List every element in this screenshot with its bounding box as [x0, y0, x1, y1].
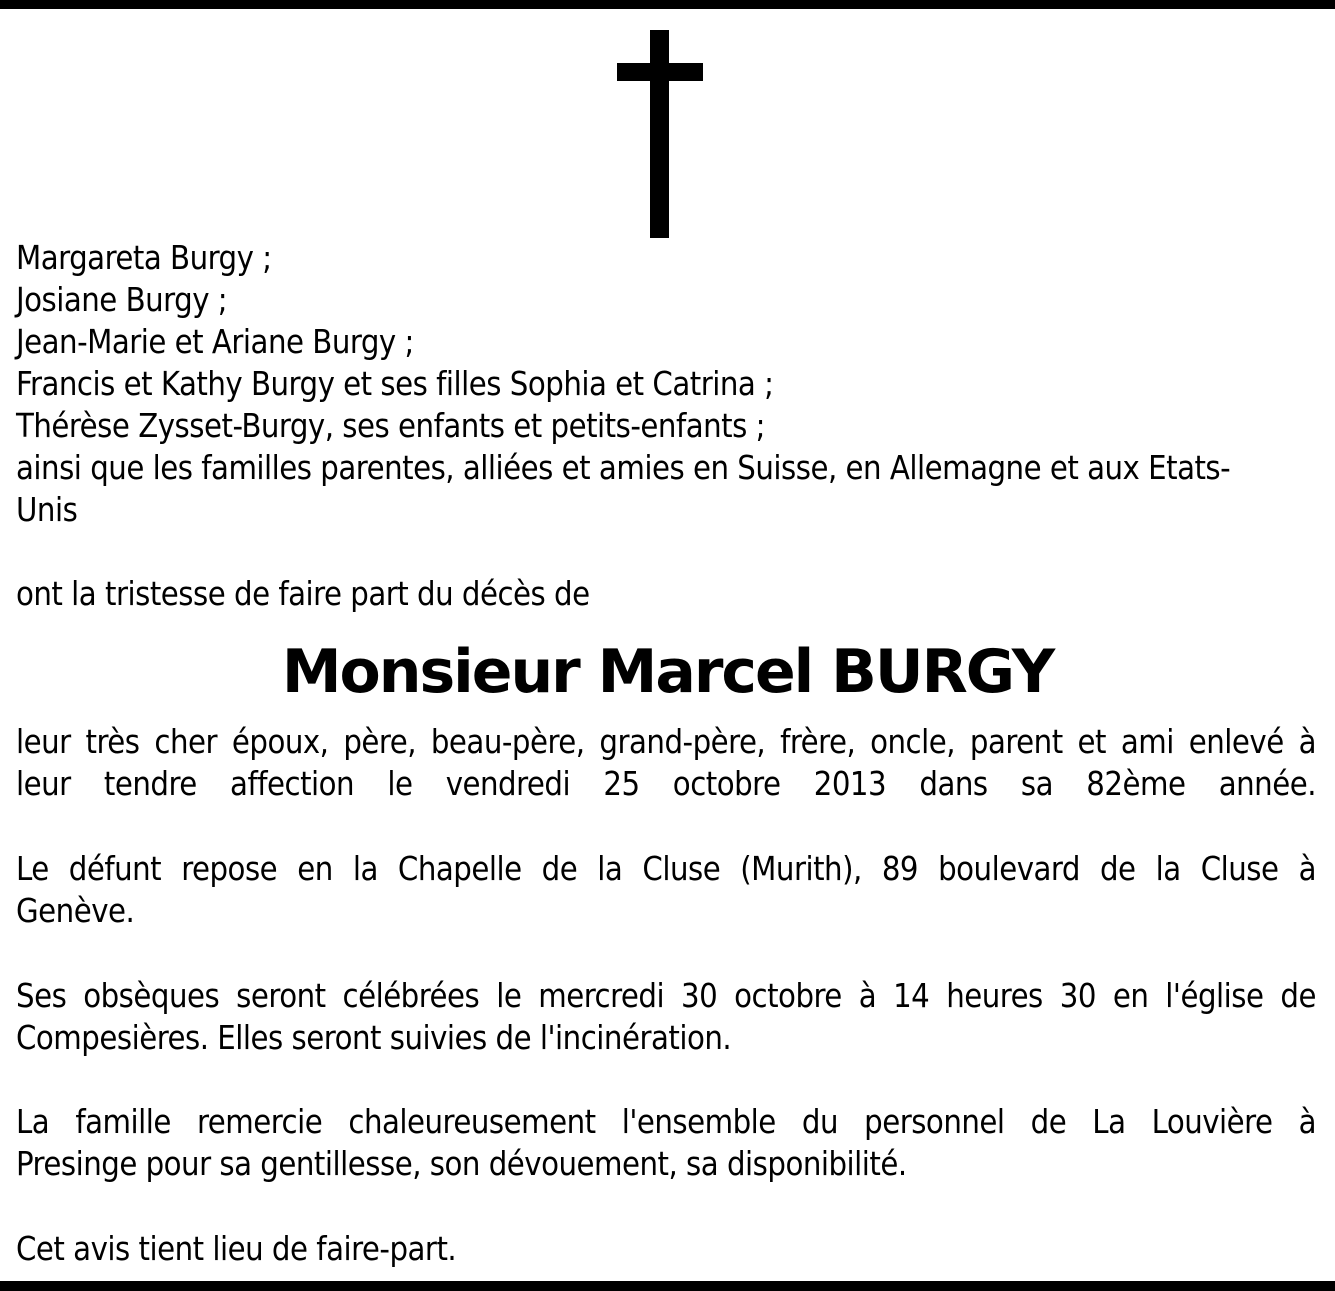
- paragraph-resting-place: [16, 848, 1316, 932]
- paragraph-line: Ses obsèques seront célébrées le mercredi 30 octobre à 14 heures 30 en l'église de: [16, 977, 1316, 1015]
- cross-vertical-bar: [650, 30, 669, 238]
- paragraph-line: Compesières. Elles seront suivies de l'incinération.: [16, 1019, 732, 1057]
- family-line: Margareta Burgy ;: [16, 239, 272, 277]
- family-line: ainsi que les familles parentes, alliées et amies en Suisse, en Allemagne et aux Etats-: [16, 449, 1231, 487]
- paragraph-line: Presinge pour sa gentillesse, son dévouement, sa disponibilité.: [16, 1145, 907, 1183]
- paragraph-death-notice: [16, 721, 1316, 805]
- announcement-intro: [16, 573, 1316, 615]
- paragraph-line: Le défunt repose en la Chapelle de la Cluse (Murith), 89 boulevard de la Cluse à: [16, 850, 1316, 888]
- cross-icon: [617, 30, 703, 238]
- paragraph-thanks: [16, 1101, 1316, 1185]
- top-border-rule: [0, 0, 1335, 9]
- cross-horizontal-bar: [617, 63, 703, 81]
- paragraph-line: Genève.: [16, 892, 135, 930]
- paragraph-line: leur très cher époux, père, beau-père, grand-père, frère, oncle, parent et ami enlevé à: [16, 723, 1316, 761]
- deceased-name: Monsieur Marcel BURGY: [281, 637, 1054, 707]
- family-line: Francis et Kathy Burgy et ses filles Sophia et Catrina ;: [16, 365, 774, 403]
- paragraph-line: Cet avis tient lieu de faire-part.: [16, 1230, 457, 1268]
- paragraph-line: La famille remercie chaleureusement l'ensemble du personnel de La Louvière à: [16, 1103, 1316, 1141]
- paragraph-closing: [16, 1228, 1316, 1270]
- paragraph-funeral: [16, 975, 1316, 1059]
- family-line: Unis: [16, 491, 78, 529]
- paragraph-line: leur tendre affection le vendredi 25 octobre 2013 dans sa 82ème année.: [16, 765, 1316, 803]
- family-line: Josiane Burgy ;: [16, 281, 228, 319]
- family-line: Thérèse Zysset-Burgy, ses enfants et petits-enfants ;: [16, 407, 766, 445]
- family-line: Jean-Marie et Ariane Burgy ;: [16, 323, 414, 361]
- intro-text: ont la tristesse de faire part du décès de: [16, 575, 590, 613]
- family-list: [16, 237, 1316, 531]
- bottom-border-rule: [0, 1281, 1335, 1291]
